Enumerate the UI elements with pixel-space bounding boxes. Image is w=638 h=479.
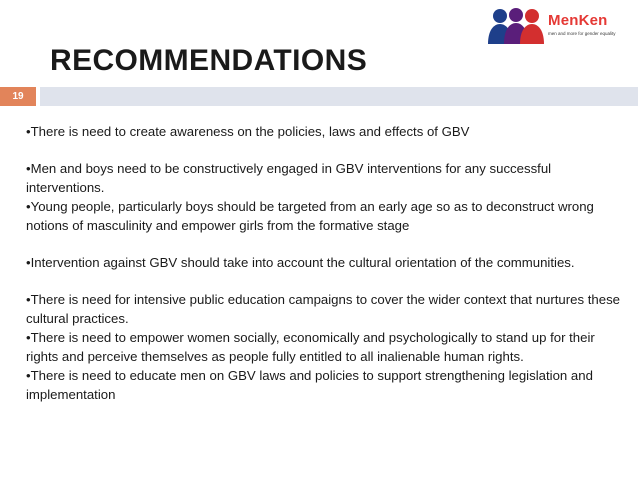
- bullet-educate-men: •There is need to educate men on GBV laws and policies to support strengthening legislation and implementation: [26, 368, 593, 402]
- bullet-awareness: •There is need to create awareness on the policies, laws and effects of GBV: [26, 124, 470, 139]
- slide-title: RECOMMENDATIONS: [50, 44, 368, 77]
- bullet-young-people: •Young people, particularly boys should be targeted from an early age so as to deconstruct wrong notions of masculinity and empower girls from the formative stage: [26, 199, 594, 233]
- bullet-men-boys: •Men and boys need to be constructively engaged in GBV interventions for any successful interventions.: [26, 161, 552, 195]
- slide-number: 19: [0, 87, 36, 106]
- bullet-cultural-orientation: •Intervention against GBV should take into account the cultural orientation of the communities.: [26, 255, 575, 270]
- bullet-public-education: •There is need for intensive public education campaigns to cover the wider context that nurtures these cultural practices.: [26, 292, 620, 326]
- people-silhouettes-icon: [486, 4, 550, 48]
- slide-body: [26, 122, 626, 404]
- logo-tagline: men and more for gender equality: [548, 31, 616, 36]
- title-accent-bar: [40, 87, 638, 106]
- logo-name: MenKen: [548, 12, 608, 29]
- menken-logo: [486, 4, 626, 48]
- bullet-empower-women: •There is need to empower women socially, economically and psychologically to stand up for their rights and perceive themselves as people fully entitled to all inalienable human rights.: [26, 330, 595, 364]
